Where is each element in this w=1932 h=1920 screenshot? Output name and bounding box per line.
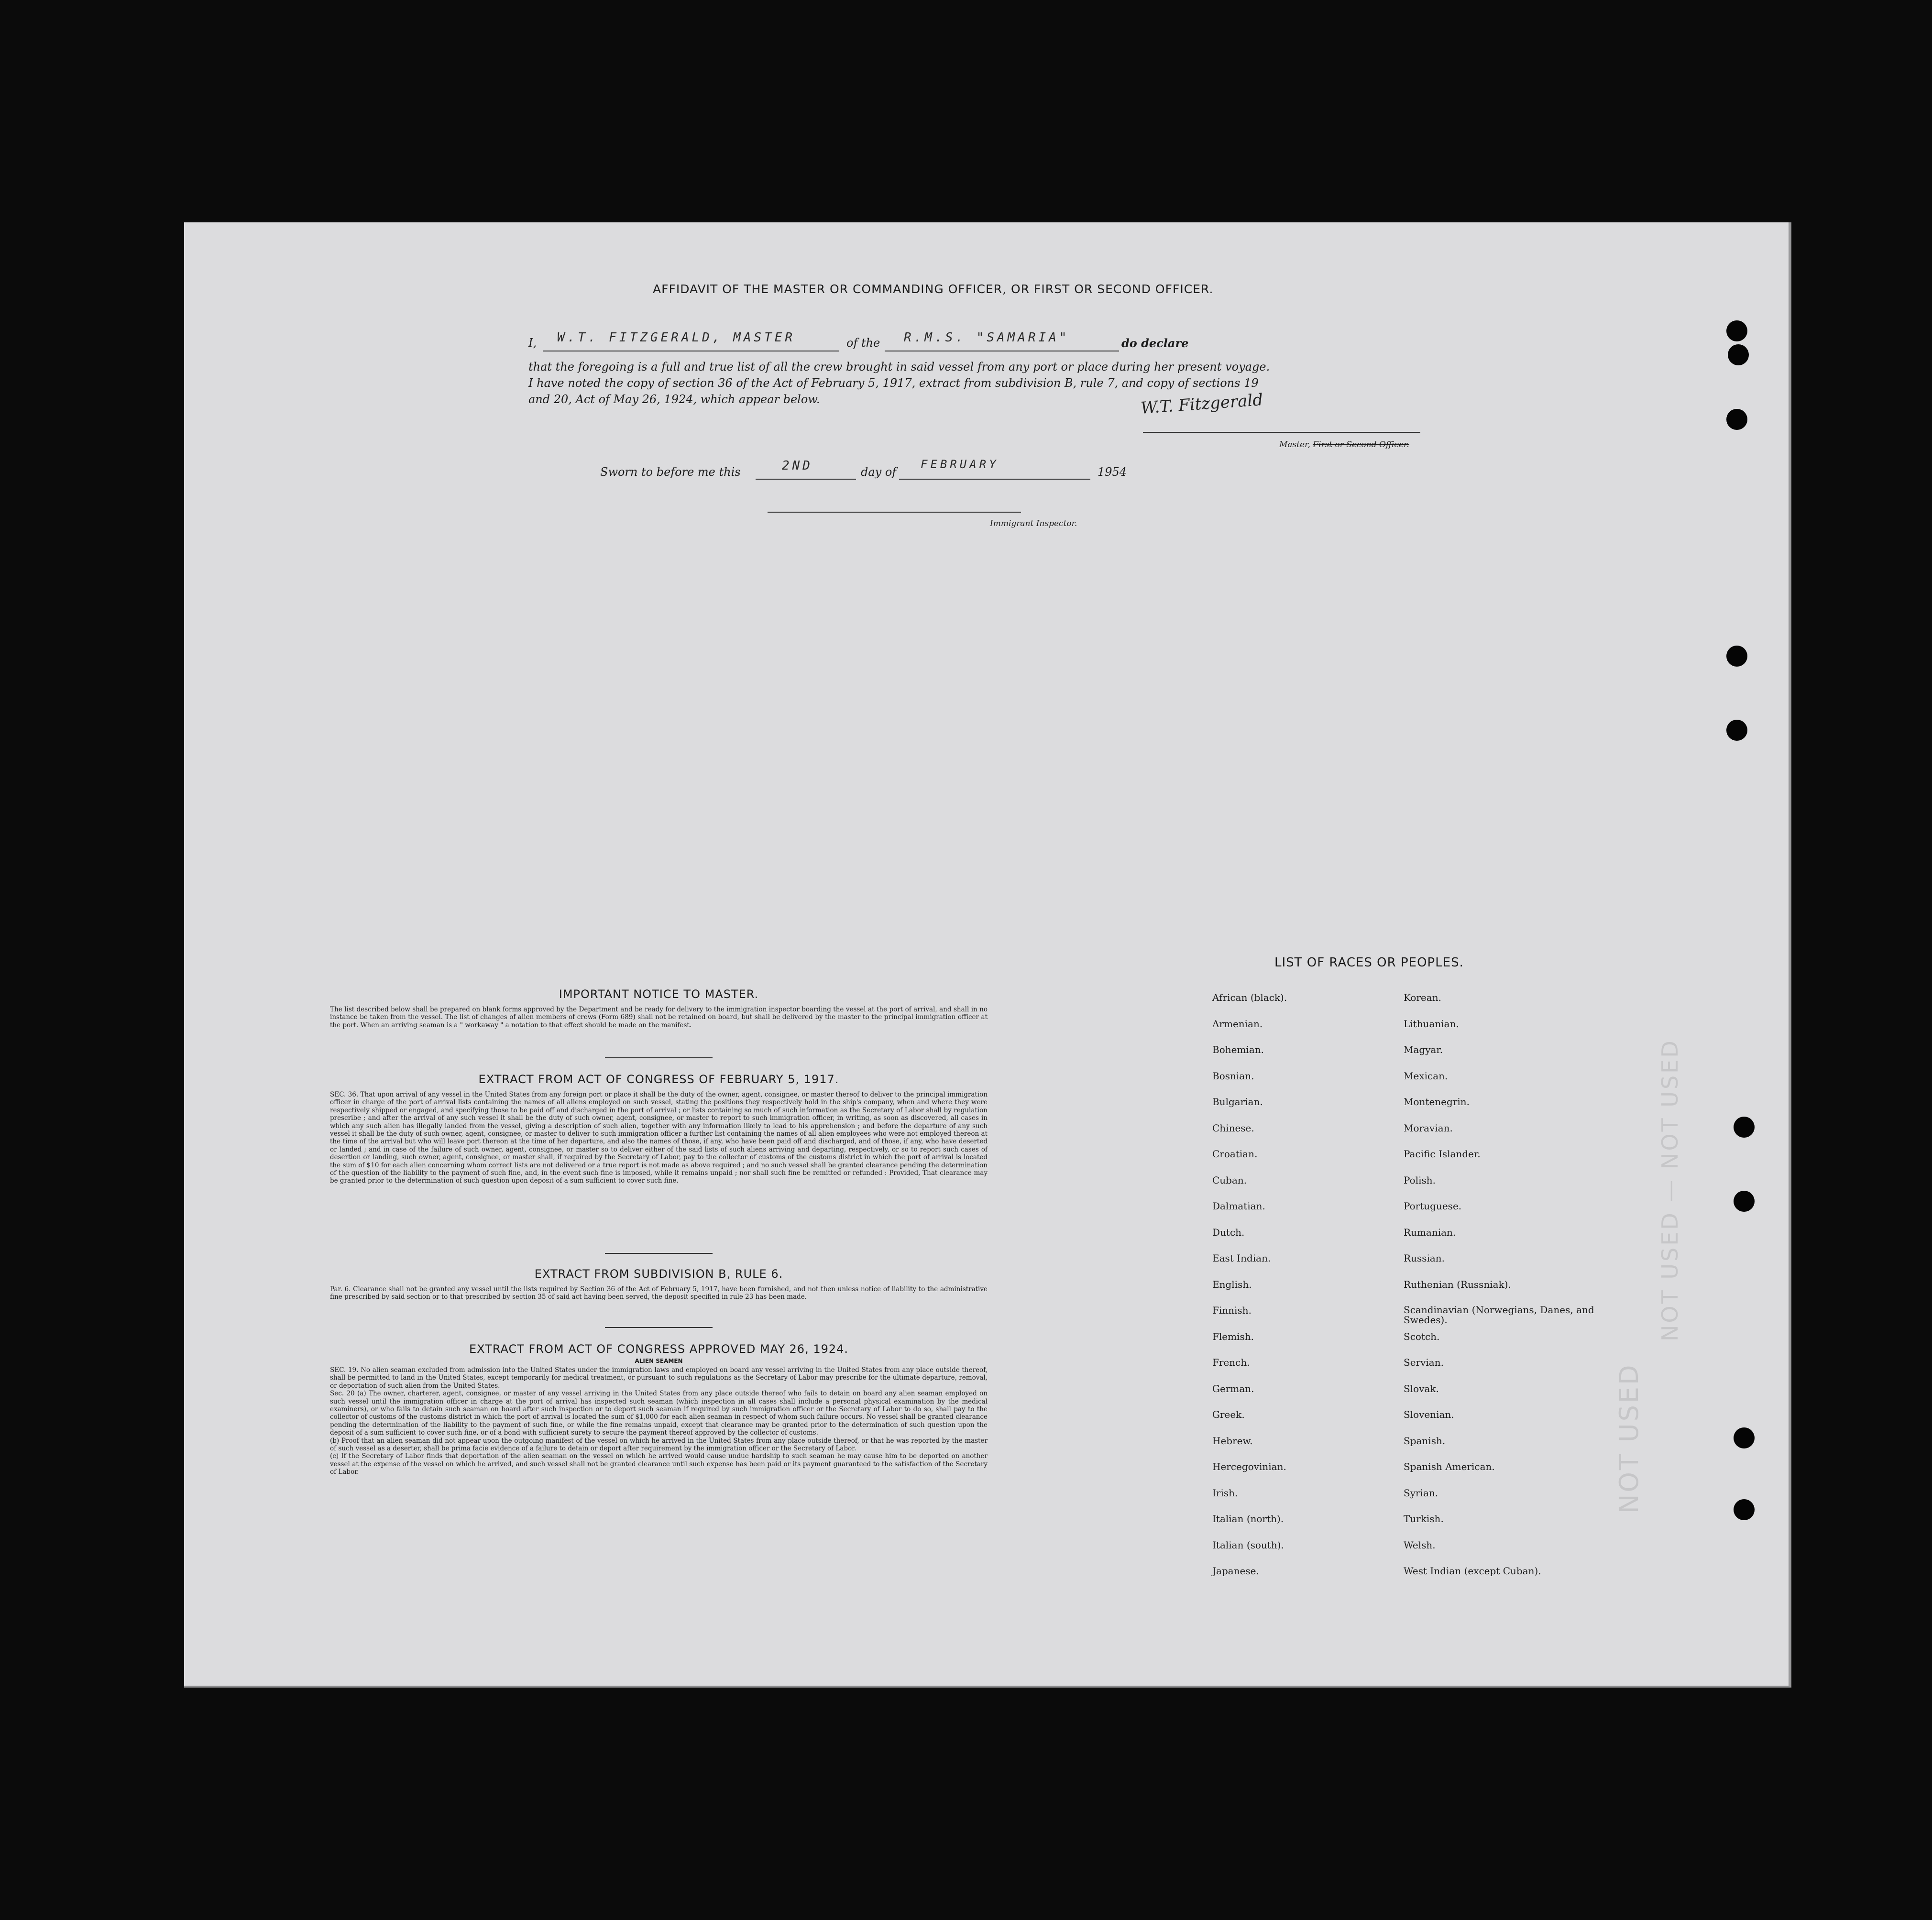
races-right-column: [1404, 992, 1604, 1592]
signature-caption-struck: First or Second Officer.: [1313, 440, 1409, 450]
extract-rule6-title: EXTRACT FROM SUBDIVISION B, RULE 6.: [534, 1267, 783, 1281]
race-item: Mexican.: [1404, 1070, 1448, 1082]
not-used-stamp: NOT USED — NOT USED: [1657, 1039, 1683, 1341]
race-item: West Indian (except Cuban).: [1404, 1565, 1541, 1577]
race-item: French.: [1212, 1357, 1250, 1368]
race-item: Hebrew.: [1212, 1435, 1253, 1447]
race-item: Servian.: [1404, 1357, 1444, 1368]
race-item: Irish.: [1212, 1487, 1238, 1499]
punch-hole: [1734, 1191, 1755, 1212]
section-divider: [605, 1327, 713, 1328]
sworn-day-of: day of: [861, 465, 897, 479]
punch-hole: [1726, 720, 1747, 741]
master-signature: W.T. Fitzgerald: [1140, 390, 1264, 418]
race-item: Lithuanian.: [1404, 1018, 1459, 1030]
sworn-month-handwritten: FEBRUARY: [921, 458, 999, 471]
affidavit-of-the: of the: [846, 336, 880, 350]
race-item: Hercegovinian.: [1212, 1461, 1286, 1472]
race-item: Bulgarian.: [1212, 1096, 1263, 1108]
race-item: African (black).: [1212, 992, 1287, 1003]
race-item: Chinese.: [1212, 1122, 1254, 1134]
sworn-year: 1954: [1098, 465, 1127, 479]
race-item: Slovenian.: [1404, 1409, 1454, 1420]
punch-hole: [1734, 1117, 1755, 1138]
race-item: Portuguese.: [1404, 1200, 1462, 1212]
extract-1924-sec20c: (c) If the Secretary of Labor finds that deportation of the alien seaman on the vessel on which he arrived would cause undue hardship to such seaman he may cause him to be deported on another vessel at the expense of the vessel on which he arrived, and such vessel shall not be granted clearance until such expense has been paid or its payment guaranteed to the satisfaction of the Secretary of Labor.: [330, 1452, 988, 1476]
notice-section: [330, 987, 988, 1029]
race-item: Scandinavian (Norwegians, Danes, and Swedes).: [1404, 1304, 1594, 1326]
extract-1917-title: EXTRACT FROM ACT OF CONGRESS OF FEBRUARY 5, 1917.: [478, 1073, 839, 1086]
race-item: English.: [1212, 1278, 1252, 1290]
not-used-stamp: NOT USED: [1614, 1363, 1644, 1514]
punch-hole: [1734, 1427, 1755, 1448]
extract-1917-section: [330, 1073, 988, 1185]
punch-hole: [1726, 320, 1747, 341]
sworn-day-line: [756, 479, 856, 480]
punch-hole: [1734, 1499, 1755, 1520]
race-item: Spanish.: [1404, 1435, 1446, 1447]
punch-hole: [1728, 344, 1749, 365]
race-item: Italian (south).: [1212, 1539, 1284, 1551]
affidavit-line3: I have noted the copy of section 36 of the Act of February 5, 1917, extract from subdivision B, rule 7, and copy of sections 19: [528, 376, 1259, 390]
extract-1917-body: SEC. 36. That upon arrival of any vessel in the United States from any foreign port or place it shall be the duty of the owner, agent, consignee, or master thereof to deliver to the principal immigration officer in charge of the port of arrival lists containing the names of all aliens employed on such vessel, stating the positions they respectively hold in the ship's company, when and where they were respectively shipped or engaged, and specifying those to be paid off and discharged in the port of arrival ; or lists containing so much of such information as the Secretary of Labor shall by regulation prescribe ; and after the arrival of any such vessel it shall be the duty of such owner, agent, consignee, or master to report to such immigration officer, in writing, as soon as discovered, all cases in which any such alien has illegally landed from the vessel, giving a description of such alien, together with any information likely to lead to his apprehension ; and before the departure of any such vessel it shall be the duty of such owner, agent, consignee, or master to deliver to such immigration officer a further list containing the names of all alien employees who were not employed thereon at the time of the arrival but who will leave port thereon at the time of her departure, and also the names of those, if any, who have been paid off and discharged, and of those, if any, who have deserted or landed ; and in case of the failure of such owner, agent, consignee, or master so to deliver either of the said lists of such aliens arriving and departing, respectively, or so to report such cases of desertion or landing, such owner, agent, consignee, or master shall, if required by the Secretary of Labor, pay to the collector of customs of the customs district in which the port of arrival is located the sum of $10 for each alien concerning whom correct lists are not delivered or a true report is not made as above required ; and no such vessel shall be granted clearance pending the determination of the question of the liability to the payment of such fine, and, in the event such fine is imposed, while it remains unpaid ; nor shall such fine be remitted or refunded : Provided, That clearance may be granted prior to the determination of such question upon deposit of a sum sufficient to cover such fine.: [330, 1091, 988, 1185]
race-item: Rumanian.: [1404, 1226, 1456, 1238]
affidavit-do-declare: do declare: [1121, 336, 1189, 350]
race-item: Croatian.: [1212, 1148, 1258, 1160]
extract-1924-subtitle: ALIEN SEAMEN: [635, 1358, 683, 1364]
inspector-caption: Immigrant Inspector.: [990, 519, 1077, 528]
sworn-month-line: [899, 479, 1090, 480]
notice-body: The list described below shall be prepared on blank forms approved by the Department and be ready for delivery to the immigration inspector boarding the vessel at the port of arrival, and shall in no instance be taken from the vessel. The list of changes of alien members of crews (Form 689) shall not be retained on board, but shall be delivered by the master to the principal immigration officer at the port. When an arriving seaman is a " workaway " a notation to that effect should be made on the manifest.: [330, 1006, 988, 1029]
race-item: Welsh.: [1404, 1539, 1436, 1551]
signature-caption-master: Master,: [1279, 440, 1310, 450]
race-item: East Indian.: [1212, 1252, 1271, 1264]
race-item: Slovak.: [1404, 1382, 1439, 1394]
races-left-column: [1212, 992, 1413, 1592]
notice-title: IMPORTANT NOTICE TO MASTER.: [559, 987, 759, 1001]
race-item: Montenegrin.: [1404, 1096, 1470, 1108]
race-item: Japanese.: [1212, 1565, 1259, 1577]
extract-1924-sec20a: Sec. 20 (a) The owner, charterer, agent, consignee, or master of any vessel arriving in the United States from any place outside thereof who fails to detain on board any alien seaman employed on such vessel until the immigration officer in charge at the port of arrival has inspected such seaman (which inspection in all cases shall include a personal physical examination by the medical examiners), or who fails to detain such seaman on board after such inspection or to deport such seaman if required by such immigration officer or the Secretary of Labor to do so, shall pay to the collector of customs of the customs district in which the port of arrival is located the sum of $1,000 for each alien seaman in respect of whom such failure occurs. No vessel shall be granted clearance pending the determination of the liability to the payment of such fine, or while the fine remains unpaid, except that clearance may be granted prior to the determination of such question upon the deposit of a sum sufficient to cover such fine, or of a bond with sufficient surety to secure the payment thereof approved by the collector of customs.: [330, 1390, 988, 1437]
affidavit-line1: [528, 330, 1652, 352]
extract-1924-sec20b: (b) Proof that an alien seaman did not appear upon the outgoing manifest of the vessel on which he arrived in the United States from any place outside thereof, or that he was reported by the master of such vessel as a deserter, shall be prima facie evidence of a failure to detain or deport after requirement by the immigration officer or the Secretary of Labor.: [330, 1437, 988, 1453]
races-title: LIST OF RACES OR PEOPLES.: [1274, 955, 1464, 970]
affidavit-title: AFFIDAVIT OF THE MASTER OR COMMANDING OFFICER, OR FIRST OR SECOND OFFICER.: [653, 282, 1214, 296]
race-item: Spanish American.: [1404, 1461, 1495, 1472]
extract-1924-title: EXTRACT FROM ACT OF CONGRESS APPROVED MAY 26, 1924.: [469, 1342, 849, 1356]
race-item: Ruthenian (Russniak).: [1404, 1278, 1511, 1290]
sworn-prefix: Sworn to before me this: [600, 465, 741, 479]
race-item: German.: [1212, 1382, 1254, 1394]
section-divider: [605, 1253, 713, 1254]
extract-1924-section: [330, 1342, 988, 1476]
race-item: Syrian.: [1404, 1487, 1438, 1499]
race-item: Greek.: [1212, 1409, 1245, 1420]
affidavit-i: I,: [528, 336, 537, 350]
race-item: Korean.: [1404, 992, 1442, 1003]
affidavit-line2: that the foregoing is a full and true list of all the crew brought in said vessel from any port or place during her present voyage.: [528, 360, 1270, 373]
sworn-day-handwritten: 2ND: [782, 459, 813, 473]
race-item: Cuban.: [1212, 1174, 1247, 1186]
signature-line: [1143, 432, 1420, 433]
section-divider: [605, 1057, 713, 1058]
race-item: Bohemian.: [1212, 1044, 1264, 1055]
race-item: Flemish.: [1212, 1330, 1254, 1342]
signature-caption: [1279, 440, 1409, 450]
punch-hole: [1726, 409, 1747, 430]
extract-rule6-section: [330, 1267, 988, 1301]
race-item: Polish.: [1404, 1174, 1436, 1186]
race-item: Pacific Islander.: [1404, 1148, 1481, 1160]
sworn-line: [600, 458, 1365, 482]
race-item: Moravian.: [1404, 1122, 1453, 1134]
affidavit-line4: and 20, Act of May 26, 1924, which appear below.: [528, 393, 820, 406]
extract-rule6-body: Par. 6. Clearance shall not be granted any vessel until the lists required by Section 36 of the Act of February 5, 1917, have been furnished, and not then unless notice of liability to the administrative fine prescribed by said section or to that prescribed by section 35 of said act having been served, the deposit specified in rule 23 has been made.: [330, 1285, 988, 1301]
race-item: Armenian.: [1212, 1018, 1263, 1030]
extract-1924-sec19: SEC. 19. No alien seaman excluded from admission into the United States under the immigration laws and employed on board any vessel arriving in the United States from any place outside thereof, shall be permitted to land in the United States, except temporarily for medical treatment, or pursuant to such regulations as the Secretary of Labor may prescribe for the ultimate departure, removal, or deportation of such alien from the United States.: [330, 1366, 988, 1390]
race-item: Russian.: [1404, 1252, 1445, 1264]
master-name-handwritten: W.T. FITZGERALD, MASTER: [557, 330, 796, 345]
inspector-signature-line: [768, 512, 1021, 513]
race-item: Bosnian.: [1212, 1070, 1254, 1082]
race-item: Scotch.: [1404, 1330, 1440, 1342]
race-item: Italian (north).: [1212, 1513, 1284, 1525]
race-item: Magyar.: [1404, 1044, 1443, 1055]
race-item: Dalmatian.: [1212, 1200, 1265, 1212]
punch-hole: [1726, 646, 1747, 667]
vessel-name-handwritten: R.M.S. "SAMARIA": [904, 330, 1070, 345]
race-item: Finnish.: [1212, 1305, 1251, 1316]
document-page: [184, 222, 1791, 1688]
race-item: Turkish.: [1404, 1513, 1444, 1525]
race-item: Dutch.: [1212, 1226, 1245, 1238]
